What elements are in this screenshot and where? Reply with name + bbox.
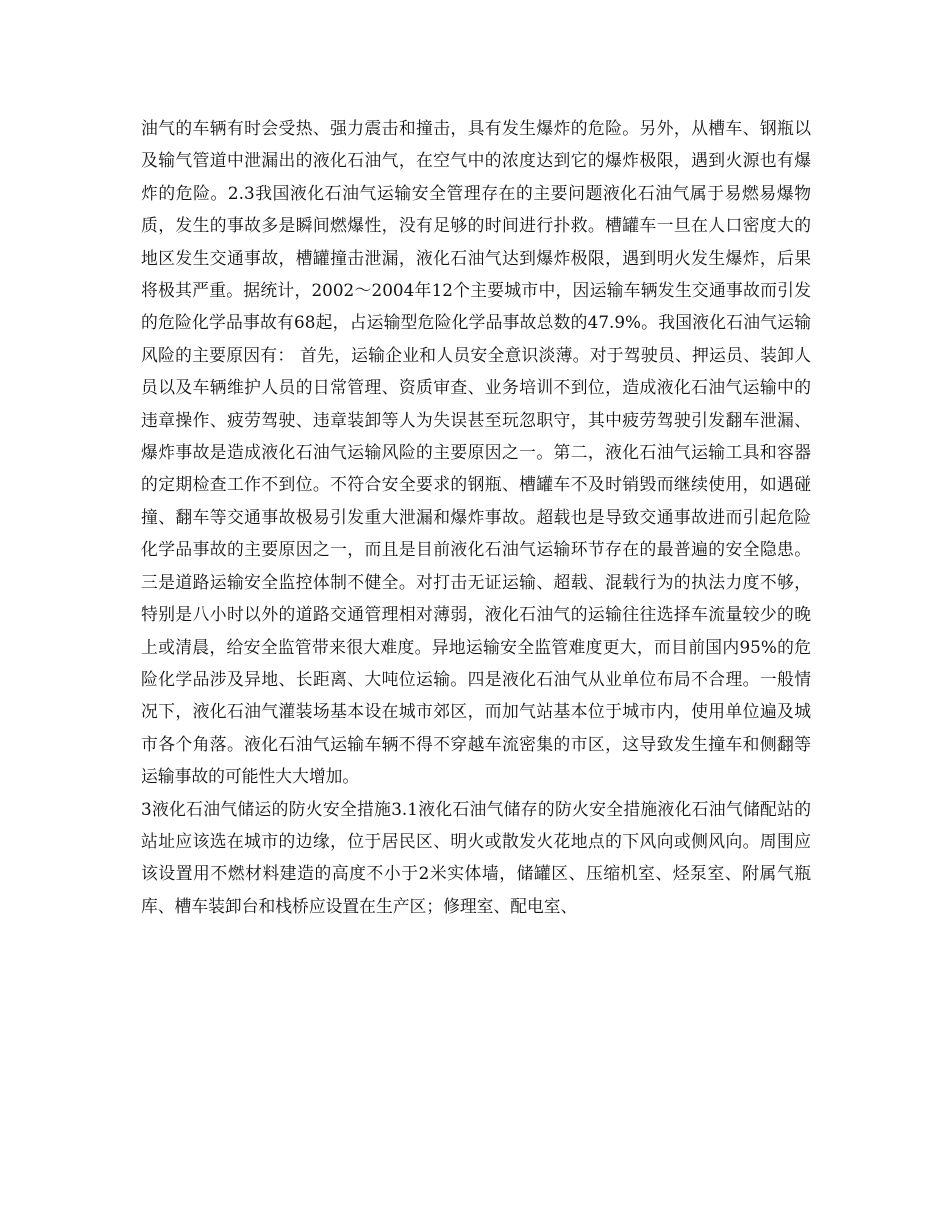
document-body xyxy=(141,112,811,922)
paragraph-transport-risks: 油气的车辆有时会受热、强力震击和撞击，具有发生爆炸的危险。另外，从槽车、钢瓶以及输气管道中泄漏出的液化石油气，在空气中的浓度达到它的爆炸极限，遇到火源也有爆炸的危险。2.3我国液化石油气运输安全管理存在的主要问题液化石油气属于易燃易爆物质，发生的事故多是瞬间燃爆性，没有足够的时间进行扑救。槽罐车一旦在人口密度大的地区发生交通事故，槽罐撞击泄漏，液化石油气达到爆炸极限，遇到明火发生爆炸，后果将极其严重。据统计，2002～2004年12个主要城市中，因运输车辆发生交通事故而引发的危险化学品事故有68起，占运输型危险化学品事故总数的47.9%。我国液化石油气运输风险的主要原因有： 首先，运输企业和人员安全意识淡薄。对于驾驶员、押运员、装卸人员以及车辆维护人员的日常管理、资质审查、业务培训不到位，造成液化石油气运输中的违章操作、疲劳驾驶、违章装卸等人为失误甚至玩忽职守，其中疲劳驾驶引发翻车泄漏、爆炸事故是造成液化石油气运输风险的主要原因之一。第二，液化石油气运输工具和容器的定期检查工作不到位。不符合安全要求的钢瓶、槽罐车不及时销毁而继续使用，如遇碰撞、翻车等交通事故极易引发重大泄漏和爆炸事故。超载也是导致交通事故进而引起危险化学品事故的主要原因之一，而且是目前液化石油气运输环节存在的最普遍的安全隐患。三是道路运输安全监控体制不健全。对打击无证运输、超载、混载行为的执法力度不够，特别是八小时以外的道路交通管理相对薄弱，液化石油气的运输往往选择车流量较少的晚上或清晨，给安全监管带来很大难度。异地运输安全监管难度更大，而目前国内95%的危险化学品涉及异地、长距离、大吨位运输。四是液化石油气从业单位布局不合理。一般情况下，液化石油气灌装场基本设在城市郊区，而加气站基本位于城市内，使用单位遍及城市各个角落。液化石油气运输车辆不得不穿越车流密集的市区，这导致发生撞车和侧翻等运输事故的可能性大大增加。 xyxy=(141,118,811,787)
paragraph-storage-fire-safety: 3液化石油气储运的防火安全措施3.1液化石油气储存的防火安全措施液化石油气储配站的站址应该选在城市的边缘，位于居民区、明火或散发火花地点的下风向或侧风向。周围应该设置用不燃材料建造的高度不小于2米实体墙，储罐区、压缩机室、烃泵室、附属气瓶库、槽车装卸台和栈桥应设置在生产区；修理室、配电室、 xyxy=(141,798,811,916)
